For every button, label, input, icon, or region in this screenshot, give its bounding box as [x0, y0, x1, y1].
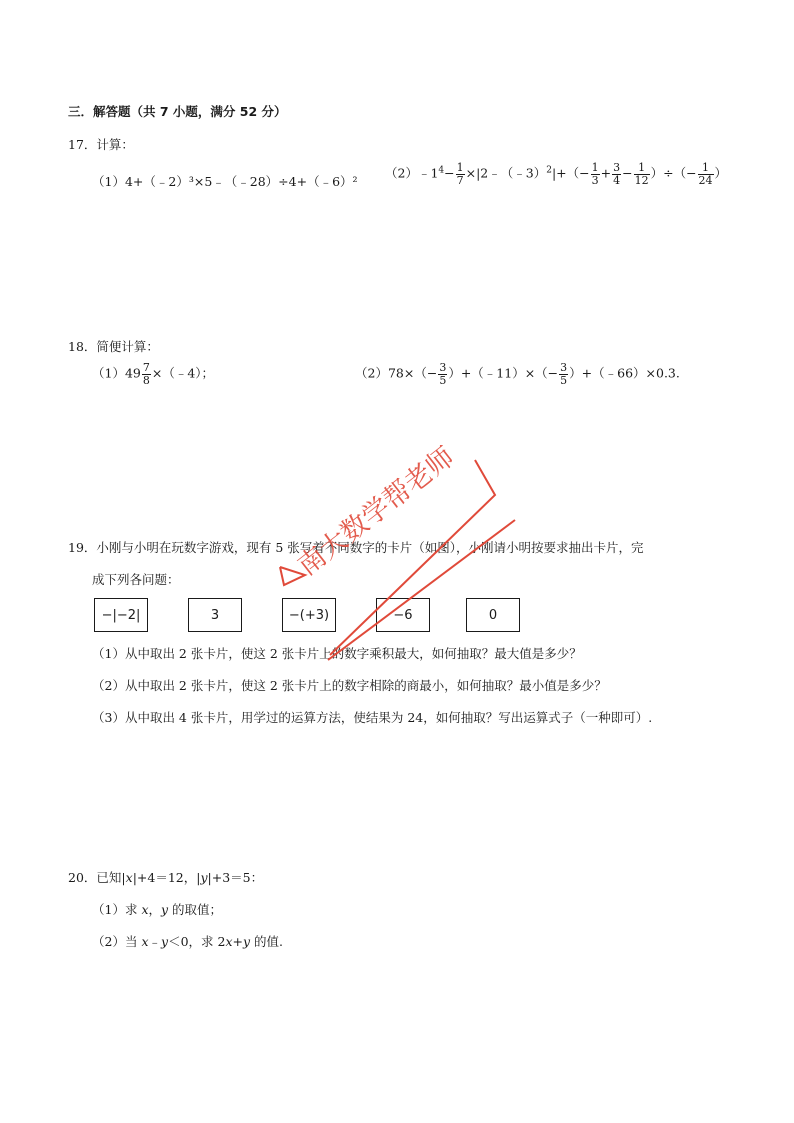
q20-part1: （1）求 x，y 的取值； — [92, 902, 223, 917]
number-card: −|−2| — [94, 598, 148, 632]
q18-label: 18．简便计算： — [68, 339, 159, 354]
q20-part2: （2）当 x﹣y＜0，求 2x+y 的值. — [92, 934, 284, 949]
number-card: −6 — [376, 598, 430, 632]
q19-line1: 19．小刚与小明在玩数字游戏，现有 5 张写着不同数字的卡片（如图），小刚请小明按要求抽出卡片，完 — [68, 540, 644, 555]
number-card: 0 — [466, 598, 520, 632]
q19-part2: （2）从中取出 2 张卡片，使这 2 张卡片上的数字相除的商最小，如何抽取？最小值是多少？ — [92, 678, 607, 693]
number-card: −(+3) — [282, 598, 336, 632]
watermark-text: 南大数学帮老师 — [292, 441, 461, 583]
q17-part1: （1）4+（﹣2）³×5﹣（﹣28）÷4+（﹣6）² — [92, 174, 358, 189]
section-title: 三．解答题（共 7 小题，满分 52 分） — [68, 104, 287, 119]
q19-part3: （3）从中取出 4 张卡片，用学过的运算方法，使结果为 24，如何抽取？写出运算式子（一种即可）. — [92, 710, 653, 725]
q18-part1: （1）49 $\frac{7}{8}$ ×（﹣4）； — [92, 361, 215, 387]
q17-part2: $(2)﹣1^4-$ $\frac{1}{7}$ ×|2﹣（﹣3）$^2$|+（− $\frac{1}{3}$ + $\frac{3}{4}$ − $\frac{1}{12}$ ）÷（− $\frac{1}{24}$ ） — [385, 161, 728, 187]
q17-label: 17．计算： — [68, 137, 134, 152]
q19-line2: 成下列各问题： — [92, 572, 180, 587]
q19-part1: （1）从中取出 2 张卡片，使这 2 张卡片上的数字乘积最大，如何抽取？最大值是多少？ — [92, 646, 582, 661]
q18-part2: （2）78×（− $\frac{3}{5}$ ）+（﹣11）×（− $\frac{3}{5}$ ）+（﹣66）×0.3. — [355, 361, 680, 387]
q20-stem: 20．已知|x|+4＝12，|y|+3＝5： — [68, 870, 264, 885]
number-card: 3 — [188, 598, 242, 632]
